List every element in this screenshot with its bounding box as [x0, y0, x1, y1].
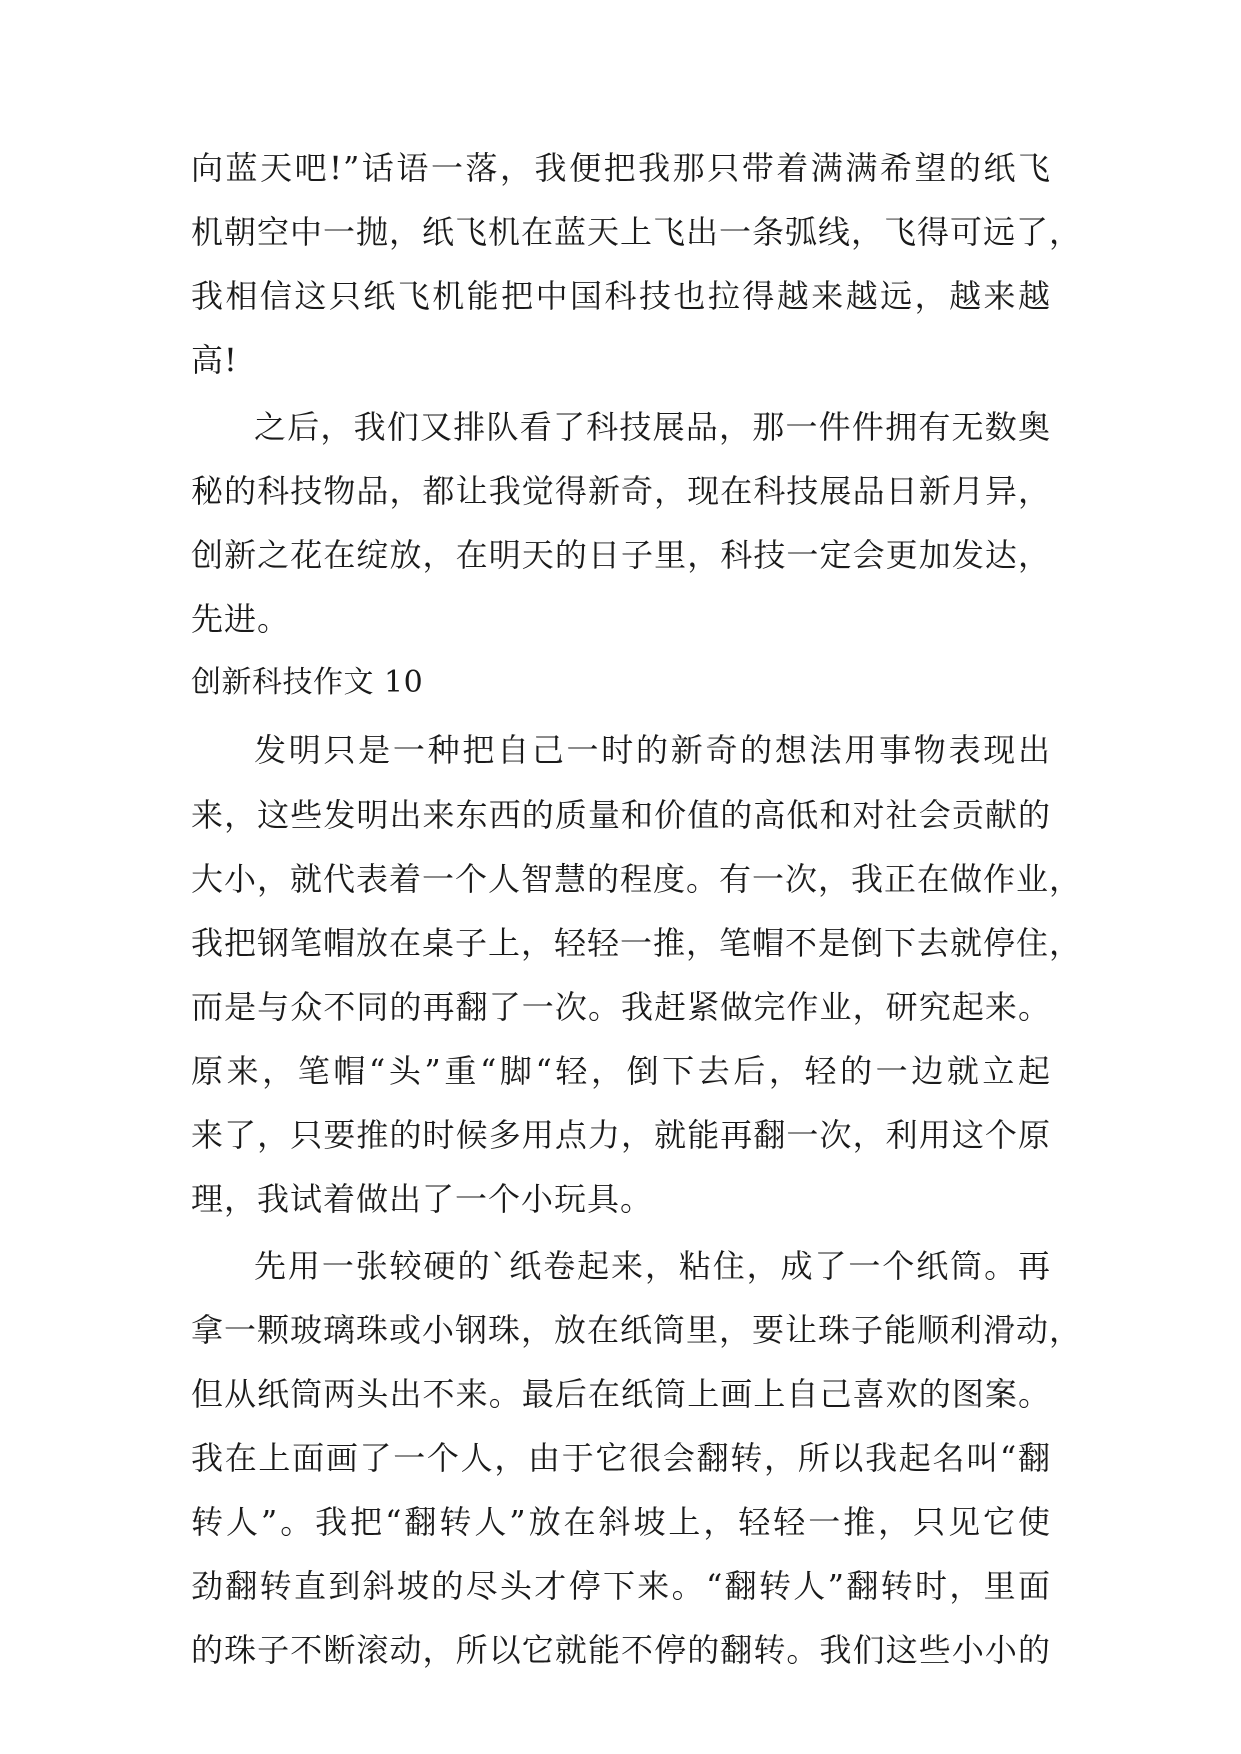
- paragraph-3-line-4: 我把钢笔帽放在桌子上，轻轻一推，笔帽不是倒下去就停住，: [191, 924, 1083, 962]
- paragraph-2-line-2: 秘的科技物品，都让我觉得新奇，现在科技展品日新月异，: [191, 472, 1051, 510]
- paragraph-3-line-1: 发明只是一种把自己一时的新奇的想法用事物表现出: [254, 731, 1051, 769]
- paragraph-1-line-1: 向蓝天吧!”话语一落，我便把我那只带着满满希望的纸飞: [191, 149, 1051, 187]
- paragraph-3-line-7: 来了，只要推的时候多用点力，就能再翻一次，利用这个原: [191, 1116, 1051, 1154]
- paragraph-1-line-2: 机朝空中一抛，纸飞机在蓝天上飞出一条弧线，飞得可远了，: [191, 213, 1083, 251]
- paragraph-4-line-2: 拿一颗玻璃珠或小钢珠，放在纸筒里，要让珠子能顺利滑动，: [191, 1311, 1083, 1349]
- paragraph-1-line-4: 高!: [191, 341, 238, 379]
- paragraph-2-line-4: 先进。: [191, 600, 291, 638]
- paragraph-3-line-5: 而是与众不同的再翻了一次。我赶紧做完作业，研究起来。: [191, 988, 1051, 1026]
- section-heading: 创新科技作文 10: [191, 665, 424, 700]
- paragraph-3-line-8: 理，我试着做出了一个小玩具。: [191, 1180, 654, 1218]
- paragraph-3-line-6: 原来，笔帽“头”重“脚“轻，倒下去后，轻的一边就立起: [191, 1052, 1051, 1090]
- paragraph-4-line-5: 转人”。我把“翻转人”放在斜坡上，轻轻一推，只见它使: [191, 1503, 1051, 1541]
- paragraph-2-line-3: 创新之花在绽放，在明天的日子里，科技一定会更加发达，: [191, 536, 1051, 574]
- paragraph-4-line-3: 但从纸筒两头出不来。最后在纸筒上画上自己喜欢的图案。: [191, 1375, 1051, 1413]
- paragraph-4-line-4: 我在上面画了一个人，由于它很会翻转，所以我起名叫“翻: [191, 1439, 1051, 1477]
- paragraph-4-line-7: 的珠子不断滚动，所以它就能不停的翻转。我们这些小小的: [191, 1631, 1051, 1669]
- paragraph-1-line-3: 我相信这只纸飞机能把中国科技也拉得越来越远，越来越: [191, 277, 1051, 315]
- paragraph-4-line-6: 劲翻转直到斜坡的尽头才停下来。“翻转人”翻转时，里面: [191, 1567, 1051, 1605]
- paragraph-2-line-1: 之后，我们又排队看了科技展品，那一件件拥有无数奥: [254, 408, 1051, 446]
- paragraph-3-line-2: 来，这些发明出来东西的质量和价值的高低和对社会贡献的: [191, 796, 1051, 834]
- paragraph-4-line-1: 先用一张较硬的`纸卷起来，粘住，成了一个纸筒。再: [254, 1247, 1051, 1285]
- paragraph-3-line-3: 大小，就代表着一个人智慧的程度。有一次，我正在做作业，: [191, 860, 1083, 898]
